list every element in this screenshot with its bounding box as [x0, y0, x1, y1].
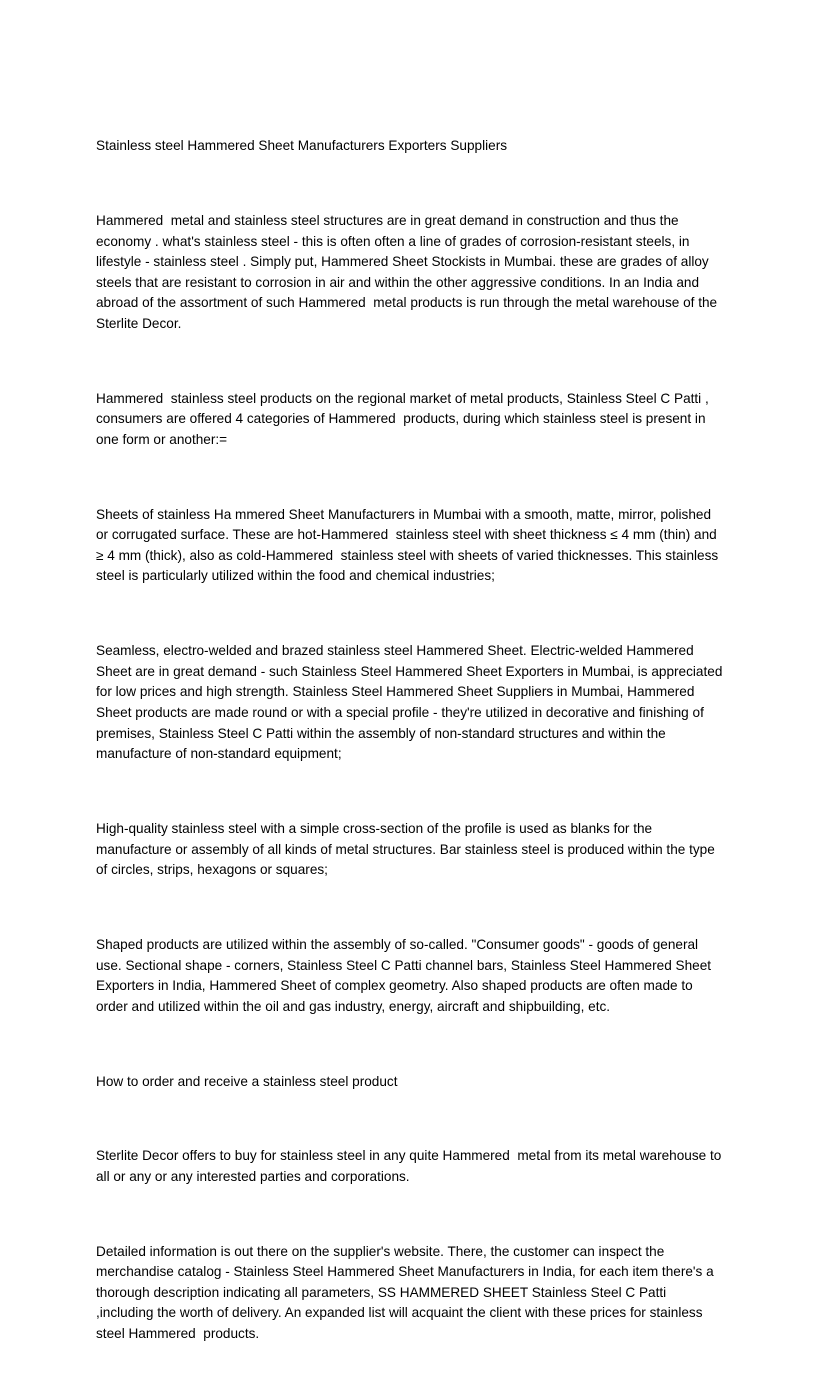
paragraph-shaped-products: Shaped products are utilized within the assembly of so-called. "Consumer goods" - goods of general use. Sectional shape - corners, Stainless Steel C Patti channel bars, Stainless Steel Hammered Sheet Exporters in India, Hammered Sheet of complex geometry. Also shaped products are often made to order and utilized within the oil and gas industry, energy, aircraft and shipbuilding, etc. [96, 936, 715, 1014]
paragraph-sheets: Sheets of stainless Ha mmered Sheet Manufacturers in Mumbai with a smooth, matte, mirror, polished or corrugated surface. These are hot-Hammered stainless steel with sheet thickness ≤ 4 mm (thin) and ≥ 4 mm (thick), also as cold-Hammered stainless steel with sheets of varied thicknesses. This stainless steel is particularly utilized within the food and chemical industries; [96, 506, 722, 584]
paragraph-intro: Hammered metal and stainless steel structures are in great demand in construction and thus the economy . what's stainless steel - this is often often a line of grades of corrosion-resistant steels, in lifestyle - stainless steel . Simply put, Hammered Sheet Stockists in Mumbai. these are grades of alloy steels that are resistant to corrosion in air and within the other aggressive conditions. In an India and abroad of the assortment of such Hammered metal products is run through the metal warehouse of the Sterlite Decor. [96, 212, 721, 331]
section-heading-order: How to order and receive a stainless steel product [96, 1073, 398, 1089]
document-title: Stainless steel Hammered Sheet Manufacturers Exporters Suppliers [96, 138, 508, 154]
document-body [96, 95, 726, 1399]
paragraph-details: Detailed information is out there on the supplier's website. There, the customer can inspect the merchandise catalog - Stainless Steel Hammered Sheet Manufacturers in India, for each item there's a thorough description indicating all parameters, SS HAMMERED SHEET Stainless Steel C Patti ,including the worth of delivery. An expanded list will acquaint the client with these prices for stainless steel Hammered products. [96, 1243, 718, 1342]
paragraph-seamless: Seamless, electro-welded and brazed stainless steel Hammered Sheet. Electric-welded Hammered Sheet are in great demand - such Stainless Steel Hammered Sheet Exporters in Mumbai, is appreciated for low prices and high strength. Stainless Steel Hammered Sheet Suppliers in Mumbai, Hammered Sheet products are made round or with a special profile - they're utilized in decorative and finishing of premises, Stainless Steel C Patti within the assembly of non-standard structures and within the manufacture of non-standard equipment; [96, 643, 727, 762]
paragraph-offer: Sterlite Decor offers to buy for stainless steel in any quite Hammered metal from its metal warehouse to all or any or any interested parties and corporations. [96, 1148, 726, 1184]
paragraph-bar-steel: High-quality stainless steel with a simple cross-section of the profile is used as blanks for the manufacture or assembly of all kinds of metal structures. Bar stainless steel is produced within the type of circles, strips, hexagons or squares; [96, 821, 719, 878]
paragraph-categories: Hammered stainless steel products on the regional market of metal products, Stainless Steel C Patti , consumers are offered 4 categories of Hammered products, during which stainless steel is present in one form or another:= [96, 390, 713, 447]
